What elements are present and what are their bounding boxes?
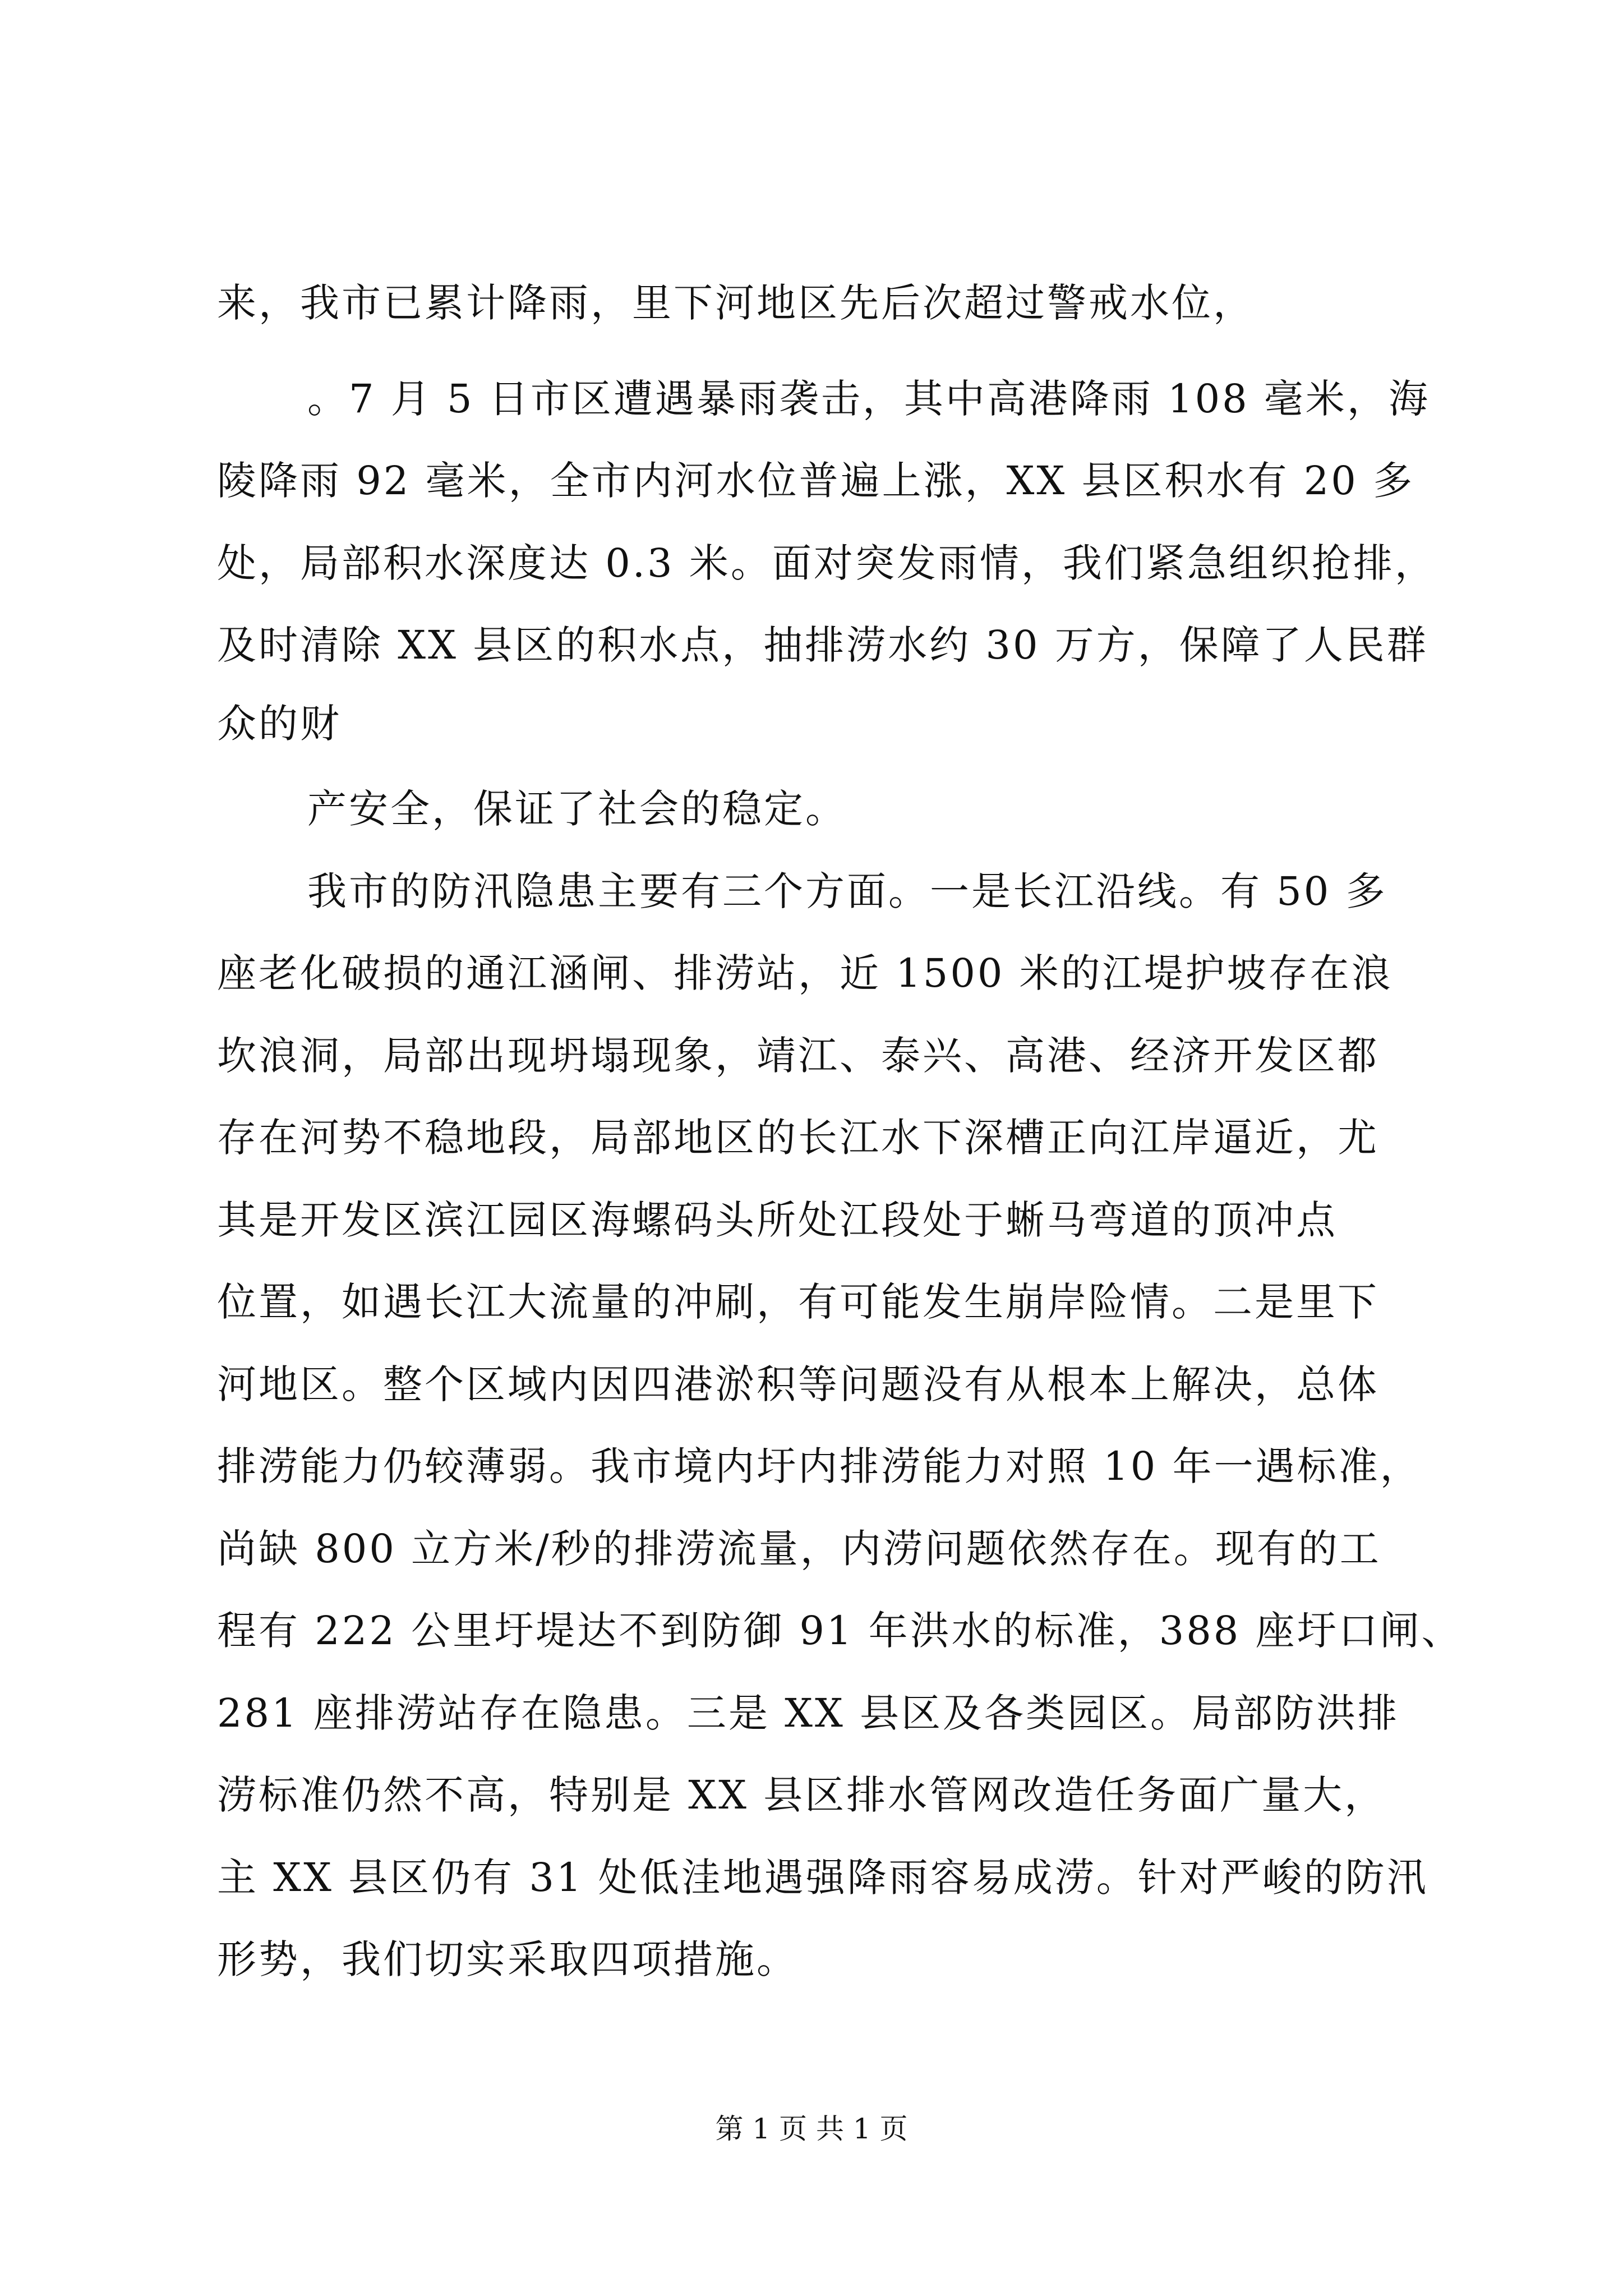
text-line-21: 形势，我们切实采取四项措施。 <box>217 1936 798 1982</box>
text-line-5: 及时清除 XX 县区的积水点，抽排涝水约 30 万方，保障了人民群 <box>217 622 1428 668</box>
text-line-19: 涝标准仍然不高，特别是 XX 县区排水管网改造任务面广量大， <box>217 1772 1386 1818</box>
text-line-6: 众的财 <box>217 701 342 747</box>
text-line-13: 位置，如遇长江大流量的冲刷，有可能发生崩岸险情。二是里下 <box>217 1279 1379 1325</box>
text-line-15: 排涝能力仍较薄弱。我市境内圩内排涝能力对照 10 年一遇标准， <box>217 1443 1422 1489</box>
text-line-18: 281 座排涝站存在隐患。三是 XX 县区及各类园区。局部防洪排 <box>217 1690 1400 1736</box>
text-line-16: 尚缺 800 立方米/秒的排涝流量，内涝问题依然存在。现有的工 <box>217 1526 1381 1572</box>
text-line-4: 处，局部积水深度达 0.3 米。面对突发雨情，我们紧急组织抢排， <box>217 540 1436 586</box>
text-line-2: 。7 月 5 日市区遭遇暴雨袭击，其中高港降雨 108 毫米，海 <box>307 376 1430 422</box>
text-line-1: 来，我市已累计降雨，里下河地区先后次超过警戒水位， <box>217 280 1255 326</box>
text-line-7: 产安全，保证了社会的稳定。 <box>307 786 847 832</box>
text-line-12: 其是开发区滨江园区海螺码头所处江段处于蜥马弯道的顶冲点 <box>217 1197 1338 1243</box>
text-line-11: 存在河势不稳地段，局部地区的长江水下深槽正向江岸逼近，尤 <box>217 1115 1379 1161</box>
page-footer: 第 1 页 共 1 页 <box>715 2113 908 2145</box>
text-line-14: 河地区。整个区域内因四港淤积等问题没有从根本上解决，总体 <box>217 1361 1379 1407</box>
text-line-10: 坎浪洞，局部出现坍塌现象，靖江、泰兴、高港、经济开发区都 <box>217 1033 1379 1079</box>
text-line-3: 陵降雨 92 毫米，全市内河水位普遍上涨，XX 县区积水有 20 多 <box>217 458 1415 504</box>
text-line-17: 程有 222 公里圩堤达不到防御 91 年洪水的标准，388 座圩口闸、 <box>217 1608 1463 1654</box>
text-line-9: 座老化破损的通江涵闸、排涝站，近 1500 米的江堤护坡存在浪 <box>217 950 1393 996</box>
text-line-20: 主 XX 县区仍有 31 处低洼地遇强降雨容易成涝。针对严峻的防汛 <box>217 1855 1428 1901</box>
text-line-8: 我市的防汛隐患主要有三个方面。一是长江沿线。有 50 多 <box>307 868 1387 914</box>
